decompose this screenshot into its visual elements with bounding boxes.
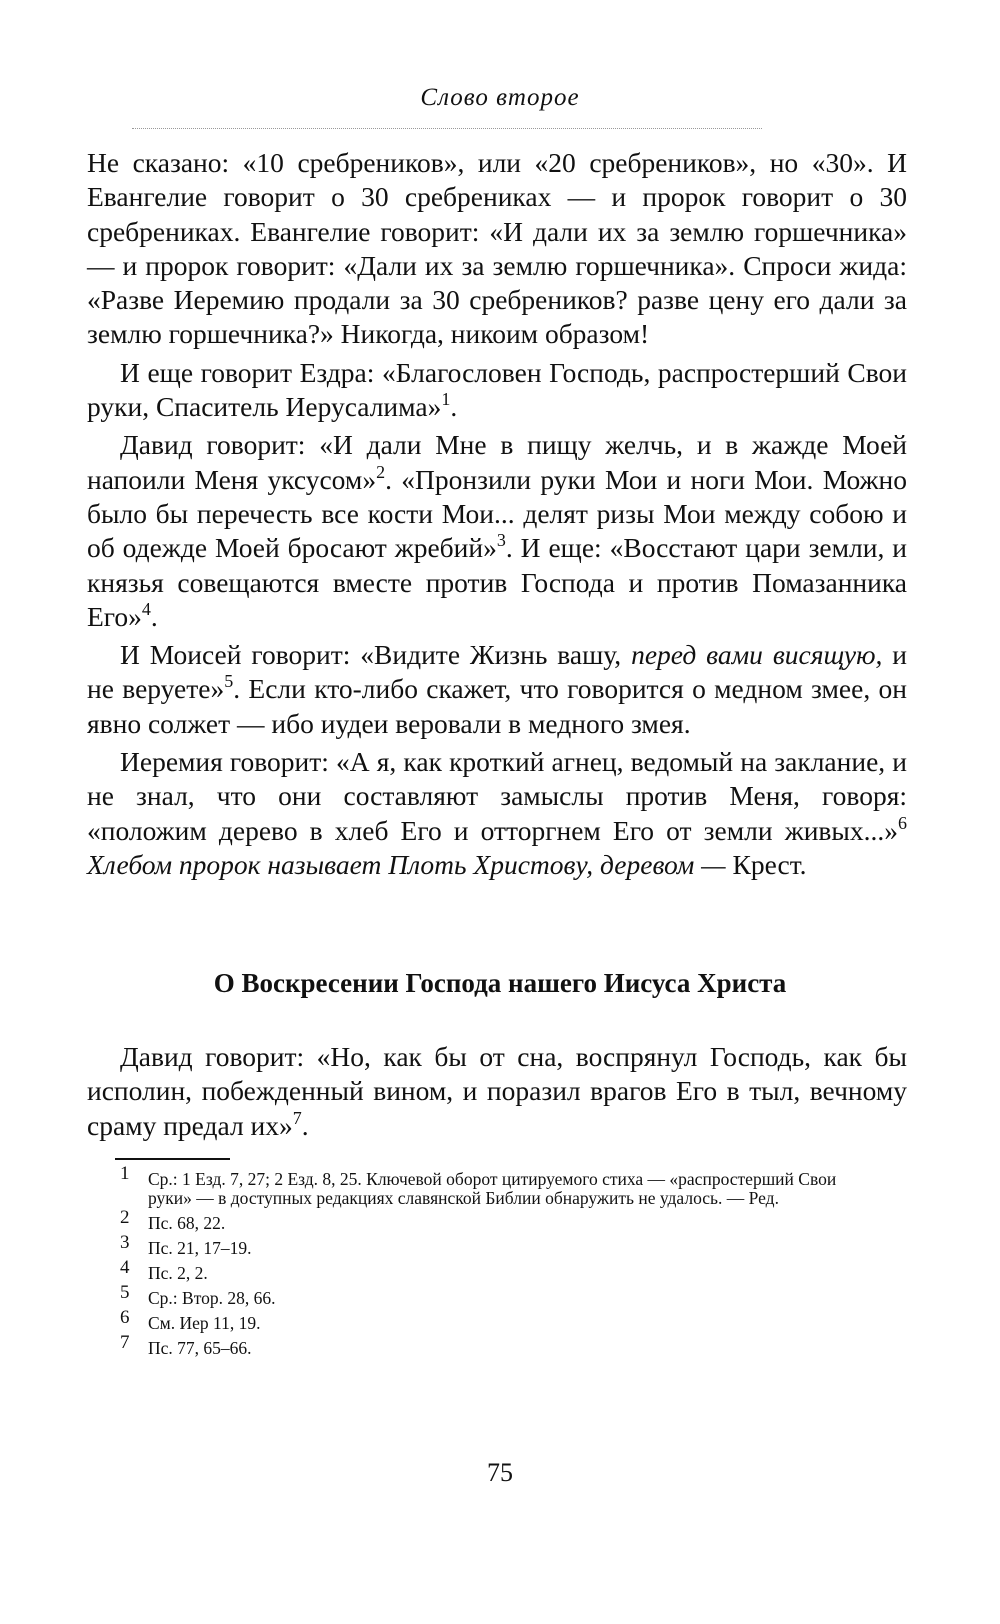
- footnote-number: 6: [120, 1307, 130, 1328]
- footnote-text: Ср.: Втор. 28, 66.: [148, 1288, 276, 1308]
- footnote-ref-2[interactable]: 2: [376, 461, 386, 482]
- footnote-text: Пс. 68, 22.: [148, 1213, 226, 1233]
- section-heading: О Воскресении Господа нашего Иисуса Христа: [213, 968, 787, 998]
- footnote-divider: [115, 1158, 230, 1160]
- section-paragraph-text: Давид говорит: «Но, как бы от сна, воспрянул Господь, как бы исполин, побежденный вином, и поразил врагов Его в тыл, вечному сраму предал их»: [87, 1041, 907, 1141]
- paragraph-3-text-c: . И еще: «Восстают цари земли, и князья совещаются вместе против Господа и против Помазанника Его»: [87, 532, 907, 632]
- footnotes: [120, 1163, 880, 1364]
- footnote-text: См. Иер 11, 19.: [148, 1313, 261, 1333]
- footnote-ref-7[interactable]: 7: [292, 1107, 302, 1128]
- footnote-1: [120, 1163, 880, 1208]
- main-text: [87, 146, 907, 882]
- paragraph-5-text-b: Крест.: [725, 848, 807, 880]
- paragraph-2-end: .: [450, 391, 458, 423]
- footnote-text: Пс. 21, 17–19.: [148, 1238, 252, 1258]
- paragraph-3-end: .: [150, 600, 158, 632]
- paragraph-5-text-a: Иеремия говорит: «А я, как кроткий агнец, ведомый на заклание, и не знал, что они составляют замыслы против Меня, говоря: «положим дерево в хлеб Его и отторгнем Его от земли живых...»: [87, 746, 907, 846]
- footnote-ref-1[interactable]: 1: [441, 389, 451, 410]
- footnote-5: [120, 1282, 880, 1308]
- footnote-ref-3[interactable]: 3: [496, 530, 506, 551]
- footnote-2: [120, 1207, 880, 1233]
- footnote-text: Пс. 2, 2.: [148, 1263, 208, 1283]
- footnote-6: [120, 1307, 880, 1333]
- section-paragraph: [87, 1040, 907, 1143]
- paragraph-4-italic: перед вами висящую,: [631, 639, 883, 671]
- footnote-text: Ср.: 1 Езд. 7, 27; 2 Езд. 8, 25. Ключевой оборот цитируемого стиха — «распростерший Свои руки» — в доступных редакциях славянской Библии обнаружить не удалось. — Ред.: [148, 1169, 837, 1208]
- footnote-number: 4: [120, 1257, 130, 1278]
- footnote-3: [120, 1232, 880, 1258]
- footnote-number: 1: [120, 1163, 130, 1184]
- footnote-number: 3: [120, 1232, 130, 1253]
- section-text: [87, 1040, 907, 1143]
- footnote-text: Пс. 77, 65–66.: [148, 1338, 252, 1358]
- paragraph-2-text: И еще говорит Ездра: «Благословен Господь, распростерший Свои руки, Спаситель Иерусалима»: [87, 356, 907, 423]
- paragraph-3-text-a: Давид говорит: «И дали Мне в пищу желчь, и в жажде Моей напоили Меня уксусом»: [87, 429, 907, 495]
- section-paragraph-end: .: [301, 1109, 309, 1141]
- footnote-4: [120, 1257, 880, 1283]
- paragraph-5-italic: Хлебом пророк называет Плоть Христову, деревом —: [87, 848, 726, 880]
- page-number: 75: [487, 1458, 513, 1487]
- running-head: Слово второе: [420, 84, 580, 111]
- paragraph-5: [87, 745, 907, 882]
- paragraph-1-text: Не сказано: «10 сребреников», или «20 сребреников», но «30». И Евангелие говорит о 30 сребрениках — и пророк говорит о 30 сребрениках. Евангелие говорит: «И дали их за землю горшечника» — и пророк говорит: «Дали их за землю горшечника». Спроси жида: «Разве Иеремию продали за 30 сребреников? разве цену его дали за землю горшечника?» Никогда, никоим образом!: [87, 147, 907, 350]
- footnote-number: 7: [120, 1332, 130, 1353]
- footnote-7: [120, 1332, 880, 1358]
- footnote-number: 2: [120, 1207, 130, 1228]
- footnote-ref-6[interactable]: 6: [898, 812, 907, 833]
- paragraph-3-text-b: . «Пронзили руки Мои и ноги Мои. Можно было бы перечесть все кости Мои... делят ризы Мои между собою и об одежде Моей бросают жребий»: [87, 463, 907, 564]
- footnote-ref-4[interactable]: 4: [141, 598, 151, 619]
- paragraph-4: [87, 638, 907, 741]
- header-divider: [132, 128, 762, 129]
- paragraph-3: [87, 428, 907, 634]
- paragraph-2: [87, 356, 907, 425]
- footnote-number: 5: [120, 1282, 130, 1303]
- paragraph-4-text-a: И Моисей говорит: «Видите Жизнь вашу,: [120, 639, 632, 671]
- footnote-ref-5[interactable]: 5: [224, 671, 234, 692]
- paragraph-4-text-b: и не веруете»: [87, 639, 908, 705]
- paragraph-1: [87, 146, 907, 352]
- paragraph-4-text-c: . Если кто-либо скажет, что говорится о медном змее, он явно солжет — ибо иудеи веровали в медного змея.: [87, 673, 907, 739]
